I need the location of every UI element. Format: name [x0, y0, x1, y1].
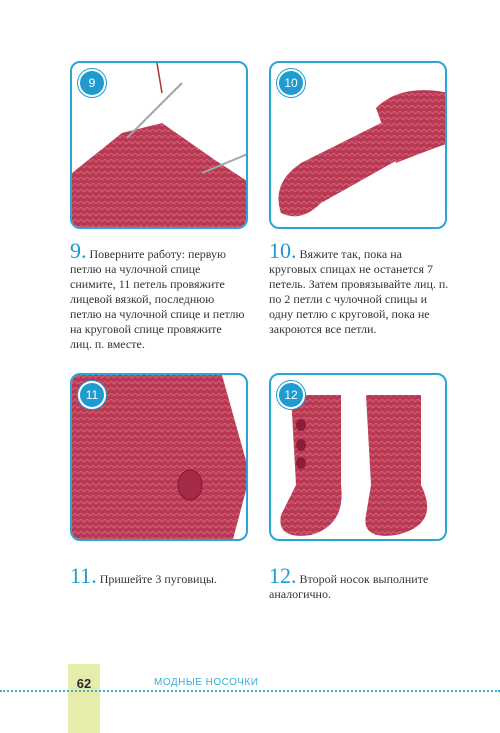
step-12-badge: 12	[277, 381, 305, 409]
step-12-caption: 12. Второй носок выполните аналогично.	[269, 563, 429, 601]
step-10-caption: 10. Вяжите так, пока на круговых спицах не останется 7 петель. Затем провязывайте лиц. п. по 2 петли с чулочной спицы и одну петлю с круговой, пока не закроются все петли.	[269, 238, 449, 336]
step-9-caption: 9. Поверните работу: первую петлю на чулочной спице снимите, 11 петель провяжите лицевой вязкой, последнюю петлю на чулочной спице и петлю на круговой спице провяжите лиц. п. вместе.	[70, 238, 245, 351]
step-10-badge: 10	[277, 69, 305, 97]
page-number: 62	[76, 676, 92, 691]
step-9-photo	[70, 61, 248, 229]
step-11-caption: 11. Пришейте 3 пуговицы.	[70, 563, 217, 588]
step-11-photo	[70, 373, 248, 541]
page-number-tab	[68, 664, 100, 733]
step-11-text: Пришейте 3 пуговицы.	[99, 572, 217, 586]
step-10-photo	[269, 61, 447, 229]
step-9-text: Поверните работу: первую петлю на чулочной спице снимите, 11 петель провяжите лицевой вязкой, последнюю петлю на чулочной спице и петлю на круговой спице провяжите лиц. п. вместе.	[70, 247, 245, 351]
step-10-text: Вяжите так, пока на круговых спицах не останется 7 петель. Затем провязывайте лиц. п. по 2 петли с чулочной спицы и одну петлю с круговой, пока не закроются все петли.	[269, 247, 449, 336]
step-11-number: 11	[70, 563, 92, 588]
step-9-number: 9	[70, 238, 81, 263]
step-9-badge: 9	[78, 69, 106, 97]
step-12-text: Второй носок выполните аналогично.	[269, 572, 429, 601]
section-title: МОДНЫЕ НОСОЧКИ	[154, 677, 259, 688]
step-12-photo	[269, 373, 447, 541]
step-12-number: 12	[269, 563, 291, 588]
step-11-badge: 11	[78, 381, 106, 409]
step-10-number: 10	[269, 238, 291, 263]
